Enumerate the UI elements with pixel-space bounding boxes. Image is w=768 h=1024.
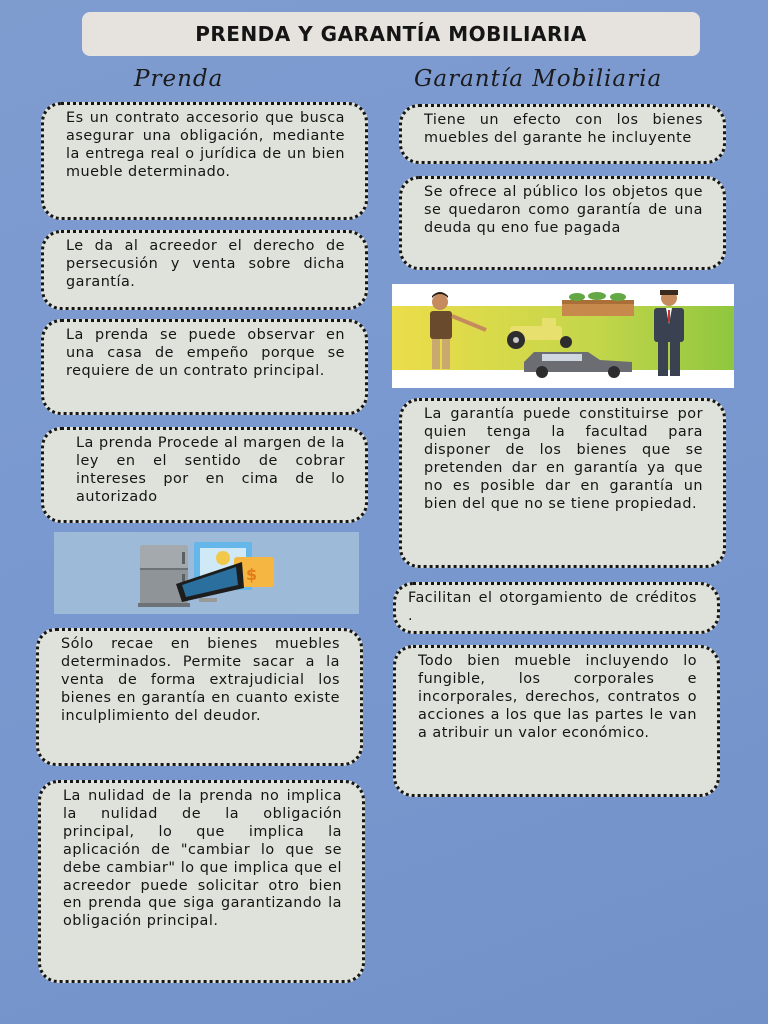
prenda-card-scope: [36, 628, 363, 766]
card-text: La garantía puede constituirse por quien tenga la facultad para disponer de los bienes que se pretenden dar en garantía ya que no es posible dar en garantía un bien del que no se tiene propiedad.: [424, 406, 703, 512]
prenda-card-interest: [41, 427, 368, 523]
card-text: Se ofrece al público los objetos que se quedaron como garantía de una deuda qu eno fue pagada: [424, 184, 703, 236]
card-text: Facilitan el otorgamiento de créditos .: [408, 590, 697, 624]
prenda-card-nullity: [38, 780, 365, 983]
card-text: La nulidad de la prenda no implica la nulidad de la obligación principal, lo que implica la aplicación de "cambiar lo que se debe cambiar" lo que implica que el acreedor puede solicitar otro bien en prenda que siga garantizando la obligación principal.: [63, 788, 342, 930]
card-text: Le da al acreedor el derecho de persecusión y venta sobre dicha garantía.: [66, 238, 345, 290]
people-assets-icon: [392, 284, 734, 388]
people-assets-illustration: [392, 284, 734, 388]
garantia-card-credit: [393, 582, 720, 634]
prenda-card-rights: [41, 230, 368, 310]
card-text: Sólo recae en bienes muebles determinados. Permite sacar a la venta de forma extrajudicial los bienes en garantía en cuanto existe inculplimiento del deudor.: [61, 636, 340, 724]
appliances-illustration: [54, 532, 359, 614]
card-text: Es un contrato accesorio que busca asegurar una obligación, mediante la entrega real o jurídica de un bien mueble determinado.: [66, 110, 345, 180]
title-banner: [82, 12, 700, 56]
card-text: Tiene un efecto con los bienes muebles del garante he incluyente: [424, 112, 703, 146]
garantia-card-constitution: [399, 398, 726, 568]
garantia-card-movables: [393, 645, 720, 797]
prenda-heading: Prenda: [134, 66, 224, 92]
card-text: Todo bien mueble incluyendo lo fungible, los corporales e incorporales, derechos, contratos o acciones a los que las partes le van a atribuir un valor económico.: [418, 653, 697, 741]
appliances-icon: [54, 532, 359, 614]
garantia-heading: Garantía Mobiliaria: [414, 66, 663, 92]
card-text: La prenda se puede observar en una casa de empeño porque se requiere de un contrato principal.: [66, 327, 345, 379]
prenda-card-pawnshop: [41, 319, 368, 415]
card-text: La prenda Procede al margen de la ley en el sentido de cobrar intereses por en cima de lo autorizado: [76, 435, 345, 505]
garantia-card-effect: [399, 104, 726, 164]
prenda-card-definition: [41, 102, 368, 220]
page-title: PRENDA Y GARANTÍA MOBILIARIA: [195, 22, 587, 46]
garantia-card-public: [399, 176, 726, 270]
svg-text:$: $: [246, 565, 258, 584]
